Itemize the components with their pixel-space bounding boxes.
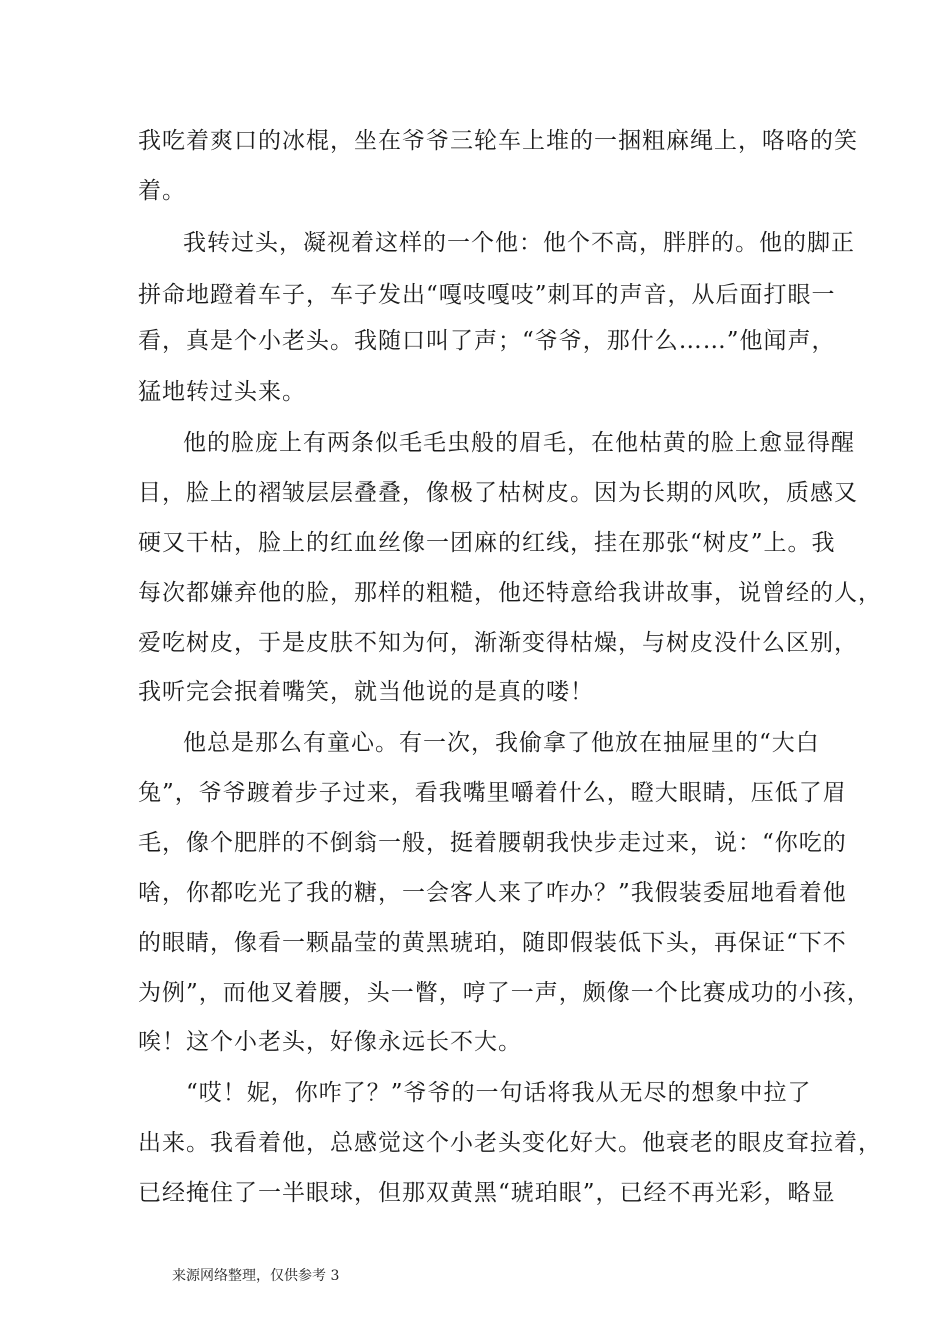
text-line: 唉！这个小老头，好像永远长不大。: [138, 1029, 522, 1055]
text-line: 爱吃树皮，于是皮肤不知为何，渐渐变得枯燥，与树皮没什么区别，: [138, 630, 858, 656]
paragraph-start-line: 他总是那么有童心。有一次，我偷拿了他放在抽屉里的“大白: [183, 730, 820, 756]
text-line: 我听完会抿着嘴笑，就当他说的是真的喽！: [138, 679, 594, 705]
text-line: 着。: [138, 178, 186, 204]
page-footer: 来源网络整理，仅供参考 3: [172, 1268, 340, 1284]
text-line: 目，脸上的褶皱层层叠叠，像极了枯树皮。因为长期的风吹，质感又: [138, 480, 858, 506]
text-line: 已经掩住了一半眼球，但那双黄黑“琥珀眼”，已经不再光彩，略显: [138, 1180, 836, 1206]
paragraph-start-line: 他的脸庞上有两条似毛毛虫般的眉毛，在他枯黄的脸上愈显得醒: [183, 430, 855, 456]
text-line: 为例”，而他叉着腰，头一瞥，哼了一声，颇像一个比赛成功的小孩，: [138, 980, 871, 1006]
text-line: 毛，像个肥胖的不倒翁一般，挺着腰朝我快步走过来，说：“你吃的: [138, 830, 847, 856]
text-line: 猛地转过头来。: [138, 379, 306, 405]
text-line: 兔”，爷爷踱着步子过来，看我嘴里嚼着什么，瞪大眼睛，压低了眉: [138, 780, 847, 806]
text-line: 每次都嫌弃他的脸，那样的粗糙，他还特意给我讲故事，说曾经的人，: [138, 580, 882, 606]
text-line: 我吃着爽口的冰棍，坐在爷爷三轮车上堆的一捆粗麻绳上，咯咯的笑: [138, 128, 858, 154]
text-line: 硬又干枯，脸上的红血丝像一团麻的红线，挂在那张“树皮”上。我: [138, 530, 836, 556]
text-line: 的眼睛，像看一颗晶莹的黄黑琥珀，随即假装低下头，再保证“下不: [138, 930, 847, 956]
text-line: 拼命地蹬着车子，车子发出“嘎吱嘎吱”刺耳的声音，从后面打眼一: [138, 282, 836, 308]
text-line: 看，真是个小老头。我随口叫了声；“爷爷，那什么……”他闻声，: [138, 328, 836, 354]
paragraph-start-line: “哎！妮，你咋了？”爷爷的一句话将我从无尽的想象中拉了: [186, 1080, 812, 1106]
paragraph-start-line: 我转过头，凝视着这样的一个他：他个不高，胖胖的。他的脚正: [183, 230, 855, 256]
text-line: 啥，你都吃光了我的糖，一会客人来了咋办？”我假装委屈地看着他: [138, 880, 847, 906]
text-line: 出来。我看着他，总感觉这个小老头变化好大。他衰老的眼皮耷拉着，: [138, 1130, 882, 1156]
